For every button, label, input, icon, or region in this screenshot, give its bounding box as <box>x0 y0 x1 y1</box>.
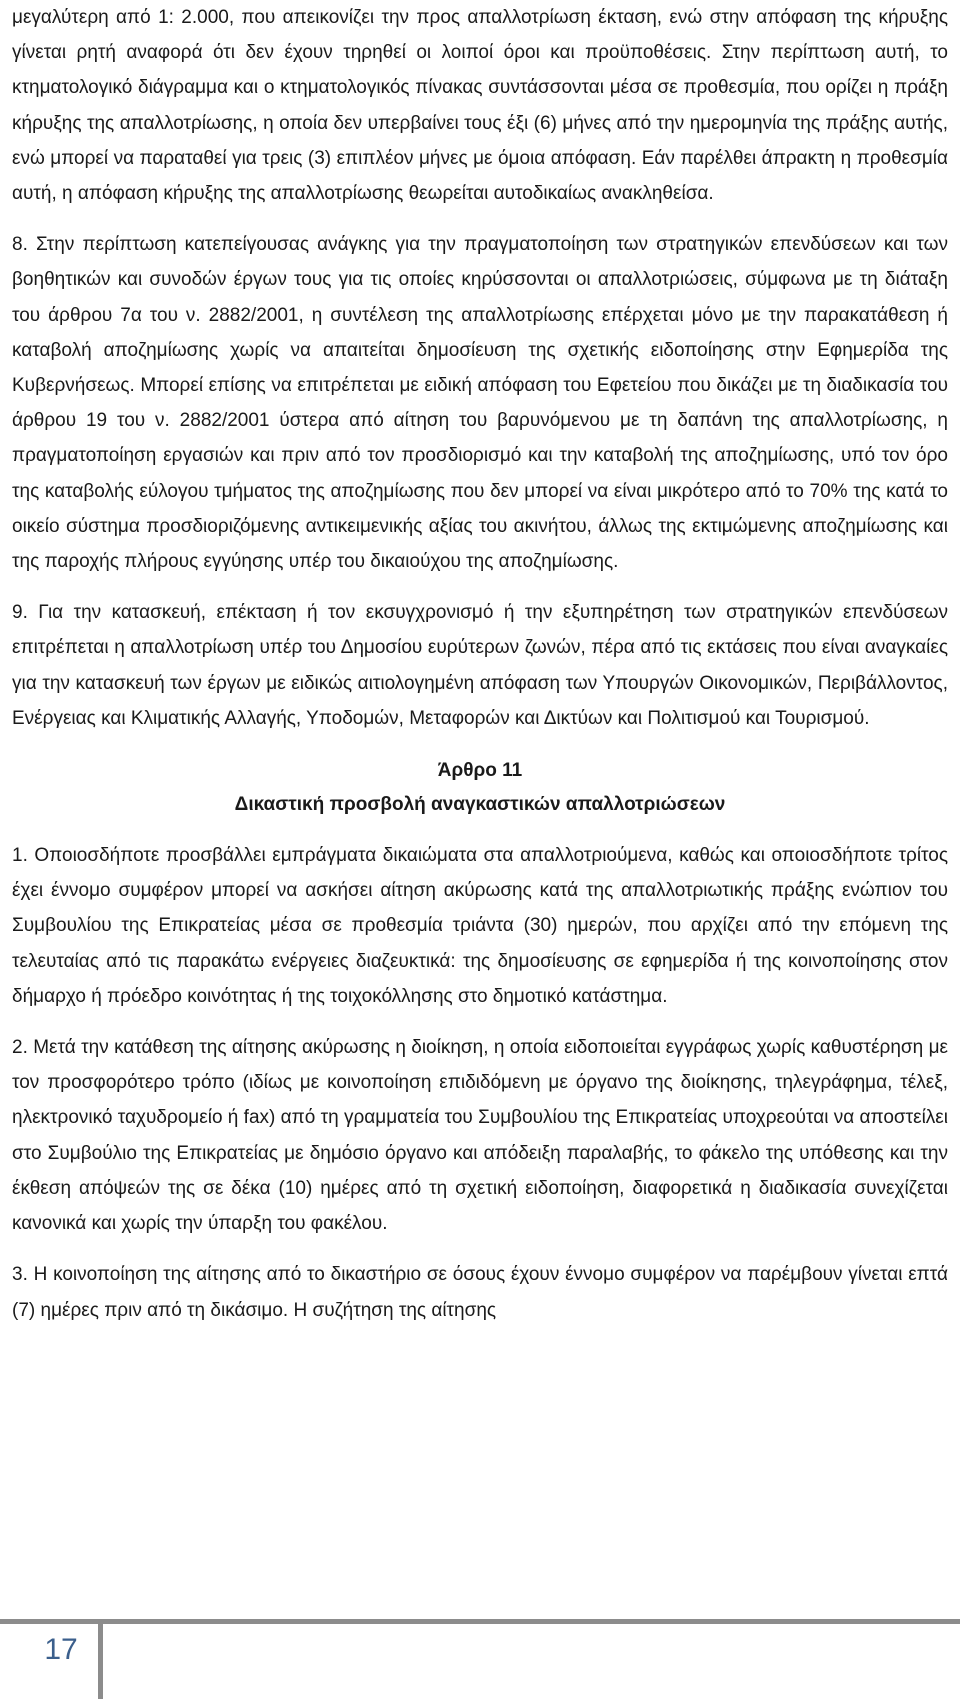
article-paragraph-1: 1. Οποιοσδήποτε προσβάλλει εμπράγματα δικαιώματα στα απαλλοτριούμενα, καθώς και οποιοσδήποτε τρίτος έχει έννομο συμφέρον μπορεί να ασκήσει αίτηση ακύρωσης κατά της απαλλοτριωτικής πράξης ενώπιον του Συμβουλίου της Επικρατείας μέσα σε προθεσμία τριάντα (30) ημερών, που αρχίζει από την επόμενη της τελευταίας από τις παρακάτω ενέργειες διαζευκτικά: της δημοσίευσης σε εφημερίδα ή της κοινοποίησης στον δήμαρχο ή πρόεδρο κοινότητας ή της τοιχοκόλλησης στο δημοτικό κατάστημα. <box>12 845 948 1007</box>
paragraph-8: 8. Στην περίπτωση κατεπείγουσας ανάγκης για την πραγματοποίηση των στρατηγικών επενδύσεων και των βοηθητικών και συνοδών έργων τους για τις οποίες κηρύσσονται οι απαλλοτριώσεις, σύμφωνα με τη διάταξη του άρθρου 7α του ν. 2882/2001, η συντέλεση της απαλλοτρίωσης επέρχεται μόνο με την παρακατάθεση ή καταβολή αποζημίωσης χωρίς να απαιτείται δημοσίευση της σχετικής ειδοποίησης στην Εφημερίδα της Κυβερνήσεως. Μπορεί επίσης να επιτρέπεται με ειδική απόφαση του Εφετείου που δικάζει με τη διαδικασία του άρθρου 19 του ν. 2882/2001 ύστερα από αίτηση του βαρυνόμενου με τη δαπάνη της απαλλοτρίωσης, η πραγματοποίηση εργασιών και πριν από τον προσδιορισμό και την καταβολή της αποζημίωσης, υπό τον όρο της καταβολής εύλογου τμήματος της αποζημίωσης που δεν μπορεί να είναι μικρότερο από το 70% της κατά το οικείο σύστημα προσδιοριζόμενης αντικειμενικής αξίας του ακινήτου, άλλως της εκτιμώμενης αποζημίωσης και της παροχής πλήρους εγγύησης υπέρ του δικαιούχου της αποζημίωσης. <box>12 234 948 573</box>
paragraph-continuation: μεγαλύτερη από 1: 2.000, που απεικονίζει την προς απαλλοτρίωση έκταση, ενώ στην απόφαση της κήρυξης γίνεται ρητή αναφορά ότι δεν έχουν τηρηθεί οι λοιποί όροι και προϋποθέσεις. Στην περίπτωση αυτή, το κτηματολογικό διάγραμμα και ο κτηματολογικός πίνακας συντάσσονται μέσα σε προθεσμία, που ορίζει η πράξη κήρυξης της απαλλοτρίωσης, η οποία δεν υπερβαίνει τους έξι (6) μήνες από την ημερομηνία της πράξης αυτής, ενώ μπορεί να παραταθεί για τρεις (3) επιπλέον μήνες με όμοια απόφαση. Εάν παρέλθει άπρακτη η προθεσμία αυτή, η απόφαση κήρυξης της απαλλοτρίωσης θεωρείται αυτοδικαίως ανακληθείσα. <box>12 7 948 205</box>
page-number: 17 <box>44 1633 78 1666</box>
article-title: Δικαστική προσβολή αναγκαστικών απαλλοτριώσεων <box>234 794 726 816</box>
article-number: Άρθρο 11 <box>437 760 523 782</box>
footer-divider <box>98 1619 103 1699</box>
article-paragraph-3: 3. Η κοινοποίηση της αίτησης από το δικαστήριο σε όσους έχουν έννομο συμφέρον να παρέμβουν γίνεται επτά (7) ημέρες πριν από τη δικάσιμο. Η συζήτηση της αίτησης <box>12 1264 948 1321</box>
footer-rule <box>0 1619 960 1624</box>
paragraph-9: 9. Για την κατασκευή, επέκταση ή τον εκσυγχρονισμό ή την εξυπηρέτηση των στρατηγικών επενδύσεων επιτρέπεται η απαλλοτρίωση υπέρ του Δημοσίου ευρύτερων ζωνών, πέρα από τις εκτάσεις που είναι αναγκαίες για την κατασκευή των έργων με ειδικώς αιτιολογημένη απόφαση των Υπουργών Οικονομικών, Περιβάλλοντος, Ενέργειας και Κλιματικής Αλλαγής, Υποδομών, Μεταφορών και Δικτύων και Πολιτισμού και Τουρισμού. <box>12 602 948 729</box>
article-paragraph-2: 2. Μετά την κατάθεση της αίτησης ακύρωσης η διοίκηση, η οποία ειδοποιείται εγγράφως χωρίς καθυστέρηση με τον προσφορότερο τρόπο (ιδίως με κοινοποίηση επιδιδόμενη με όργανο της διοίκησης, τηλεγράφημα, τέλεξ, ηλεκτρονικό ταχυδρομείο ή fax) από τη γραμματεία του Συμβουλίου της Επικρατείας υποχρεούται να αποστείλει στο Συμβούλιο της Επικρατείας με δημόσιο όργανο και απόδειξη παραλαβής, το φάκελο της υπόθεσης και την έκθεση απόψεών της σε δέκα (10) ημέρες από τη σχετική ειδοποίηση, διαφορετικά η διαδικασία συνεχίζεται κανονικά και χωρίς την ύπαρξη του φακέλου. <box>12 1037 948 1235</box>
article-heading <box>12 754 948 822</box>
document-page <box>12 0 948 1328</box>
